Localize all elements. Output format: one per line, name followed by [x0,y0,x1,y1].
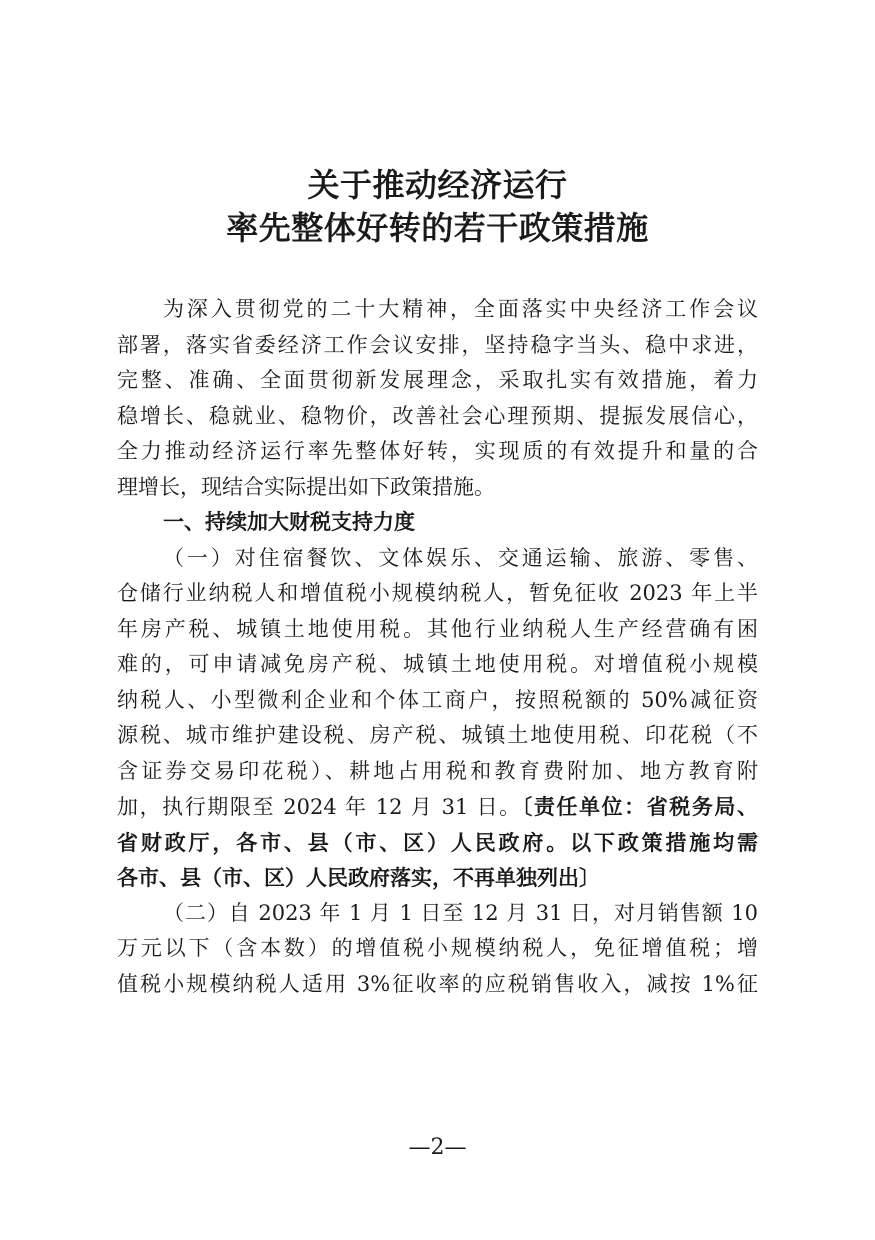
paragraph-line: 万元以下（含本数）的增值税小规模纳税人，免征增值税；增 [117,936,758,960]
paragraph-line: 部署，落实省委经济工作会议安排，坚持稳字当头、稳中求进， [117,332,758,357]
paragraph-line: 纳税人、小型微利企业和个体工商户，按照税额的 50%减征资 [117,687,758,712]
document-title-line-2: 率先整体好转的若干政策措施 [226,209,649,247]
paragraph-line: 理增长，现结合实际提出如下政策措施。 [117,474,495,499]
paragraph-line [117,789,758,825]
paragraph-text: 加，执行期限至 2024 年 12 月 31 日。 [117,795,522,819]
page-number: —2— [408,1135,467,1160]
document-title-line-1: 关于推动经济运行 [307,166,568,204]
paragraph-line: （二）自 2023 年 1 月 1 日至 12 月 31 日，对月销售额 10 [163,900,758,925]
paragraph-line: 源税、城市维护建设税、房产税、城镇土地使用税、印花税（不 [117,723,758,747]
paragraph-line: 完整、准确、全面贯彻新发展理念，采取扎实有效措施，着力 [117,368,758,392]
paragraph-line: 含证券交易印花税）、耕地占用税和教育费附加、地方教育附 [117,758,758,783]
paragraph-line: 为深入贯彻党的二十大精神，全面落实中央经济工作会议 [163,297,758,321]
responsible-units: 省财政厅，各市、县（市、区）人民政府。以下政策措施均需 [117,829,758,855]
paragraph-line: 稳增长、稳就业、稳物价，改善社会心理预期、提振发展信心， [117,403,758,428]
responsible-units: 〔责任单位：省税务局、 [521,794,759,819]
paragraph-line: 年房产税、城镇土地使用税。其他行业纳税人生产经营确有困 [117,616,758,641]
paragraph-line: 值税小规模纳税人适用 3%征收率的应税销售收入，减按 1%征 [117,971,758,996]
responsible-units: 各市、县（市、区）人民政府落实，不再单独列出〕 [117,865,600,890]
section-heading: 一、持续加大财税支持力度 [163,510,415,534]
paragraph-line: 全力推动经济运行率先整体好转，实现质的有效提升和量的合 [117,439,758,463]
document-body [117,292,758,1002]
paragraph-line: （一）对住宿餐饮、文体娱乐、交通运输、旅游、零售、 [163,545,758,570]
paragraph-line: 难的，可申请减免房产税、城镇土地使用税。对增值税小规模 [117,652,758,676]
paragraph-line: 仓储行业纳税人和增值税小规模纳税人，暂免征收 2023 年上半 [117,581,758,605]
